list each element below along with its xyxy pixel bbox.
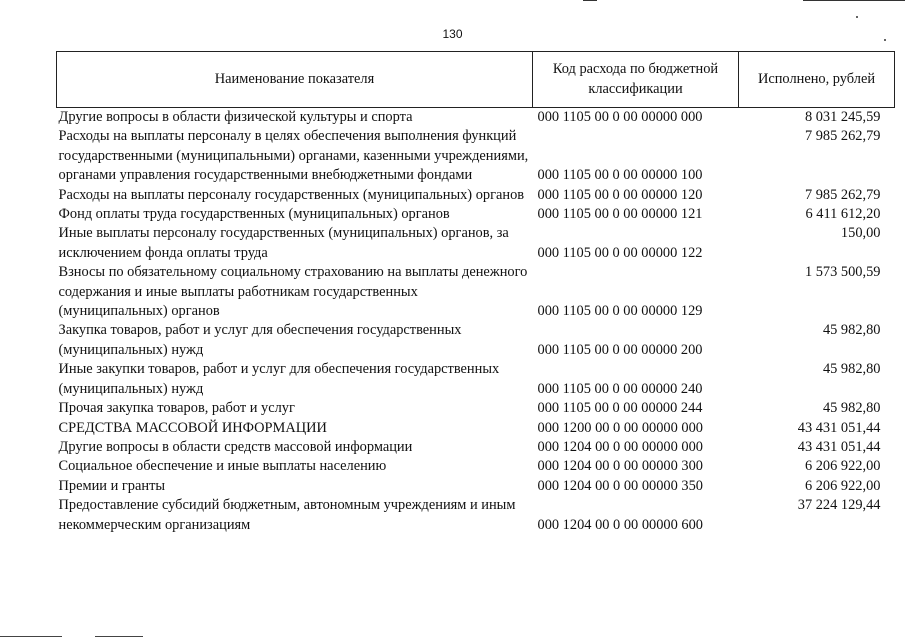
row-name: Фонд оплаты труда государственных (муниципальных) органов	[58, 206, 450, 223]
scan-mark-bottom	[95, 636, 143, 637]
table-row	[57, 419, 895, 438]
table-row	[57, 496, 895, 535]
table-row	[57, 438, 895, 457]
row-code: 000 1105 00 0 00 00000 120	[537, 186, 703, 203]
row-code: 000 1204 00 0 00 00000 350	[537, 477, 703, 494]
row-amount: 8 031 245,59	[804, 109, 881, 125]
row-amount: 43 431 051,44	[797, 419, 881, 436]
row-amount: 150,00	[840, 225, 881, 242]
row-amount: 37 224 129,44	[797, 497, 881, 514]
row-name: Предоставление субсидий бюджетным, автономным учреждениям и иным некоммерческим организациям	[58, 497, 516, 533]
row-code: 000 1105 00 0 00 00000 122	[537, 244, 703, 261]
scan-mark-bottom	[0, 636, 62, 637]
row-name: Социальное обеспечение и иные выплаты населению	[58, 458, 387, 475]
row-name: Прочая закупка товаров, работ и услуг	[58, 400, 295, 417]
row-code: 000 1204 00 0 00 00000 000	[537, 438, 703, 455]
row-code: 000 1105 00 0 00 00000 121	[537, 206, 703, 223]
table-row	[57, 127, 895, 185]
row-code: 000 1105 00 0 00 00000 200	[537, 341, 703, 358]
table-row	[57, 108, 895, 128]
row-code: 000 1105 00 0 00 00000 100	[537, 167, 703, 184]
page-number: 130	[442, 27, 463, 41]
row-code: 000 1105 00 0 00 00000 244	[537, 400, 703, 417]
table-row	[57, 186, 895, 205]
row-amount: 45 982,80	[822, 400, 881, 417]
row-name: Премии и гранты	[58, 477, 166, 494]
scan-mark-top	[583, 0, 597, 1]
row-name: Другие вопросы в области физической культуры и спорта	[58, 109, 413, 125]
table-row	[57, 205, 895, 224]
row-name: СРЕДСТВА МАССОВОЙ ИНФОРМАЦИИ	[58, 419, 327, 436]
header-executed-amount: Исполнено, рублей	[739, 52, 895, 108]
table-row	[57, 321, 895, 360]
row-amount: 45 982,80	[822, 322, 881, 339]
row-amount: 43 431 051,44	[797, 438, 881, 455]
row-amount: 1 573 500,59	[804, 264, 881, 281]
row-code: 000 1204 00 0 00 00000 300	[537, 458, 703, 475]
row-name: Закупка товаров, работ и услуг для обеспечения государственных (муниципальных) нужд	[58, 322, 462, 358]
header-budget-code: Код расхода по бюджетной классификации	[533, 52, 739, 108]
table-row	[57, 457, 895, 476]
row-amount: 6 411 612,20	[805, 206, 881, 223]
row-name: Расходы на выплаты персоналу государственных (муниципальных) органов	[58, 186, 525, 203]
row-name: Иные выплаты персоналу государственных (муниципальных) органов, за исключением фонда оплаты труда	[58, 225, 509, 261]
row-code: 000 1105 00 0 00 00000 240	[537, 380, 703, 397]
table-row	[57, 360, 895, 399]
table-row	[57, 477, 895, 496]
row-amount: 6 206 922,00	[804, 477, 881, 494]
row-amount: 7 985 262,79	[804, 128, 881, 145]
scan-speck	[856, 16, 858, 18]
row-code: 000 1105 00 0 00 00000 129	[537, 303, 703, 320]
scan-mark-top-right	[803, 0, 905, 1]
row-amount: 45 982,80	[822, 361, 881, 378]
row-code: 000 1204 00 0 00 00000 600	[537, 516, 703, 533]
table-row	[57, 224, 895, 263]
row-code: 000 1200 00 0 00 00000 000	[537, 419, 703, 436]
row-name: Другие вопросы в области средств массовой информации	[58, 438, 413, 455]
table-row	[57, 263, 895, 321]
row-code: 000 1105 00 0 00 00000 000	[537, 109, 703, 125]
table-row	[57, 399, 895, 418]
header-indicator-name: Наименование показателя	[57, 52, 533, 108]
expense-table	[56, 51, 895, 535]
row-name: Расходы на выплаты персоналу в целях обеспечения выполнения функций государственными (муниципальными) органами, казенными учреждениями, органами управления государственными внебюджетными фондами	[58, 128, 529, 184]
row-amount: 6 206 922,00	[804, 458, 881, 475]
row-amount: 7 985 262,79	[804, 186, 881, 203]
row-name: Взносы по обязательному социальному страхованию на выплаты денежного содержания и иные выплаты работникам государственных (муниципальных) органов	[58, 264, 528, 320]
row-name: Иные закупки товаров, работ и услуг для обеспечения государственных (муниципальных) нужд	[58, 361, 500, 397]
table-header-row	[57, 52, 895, 108]
